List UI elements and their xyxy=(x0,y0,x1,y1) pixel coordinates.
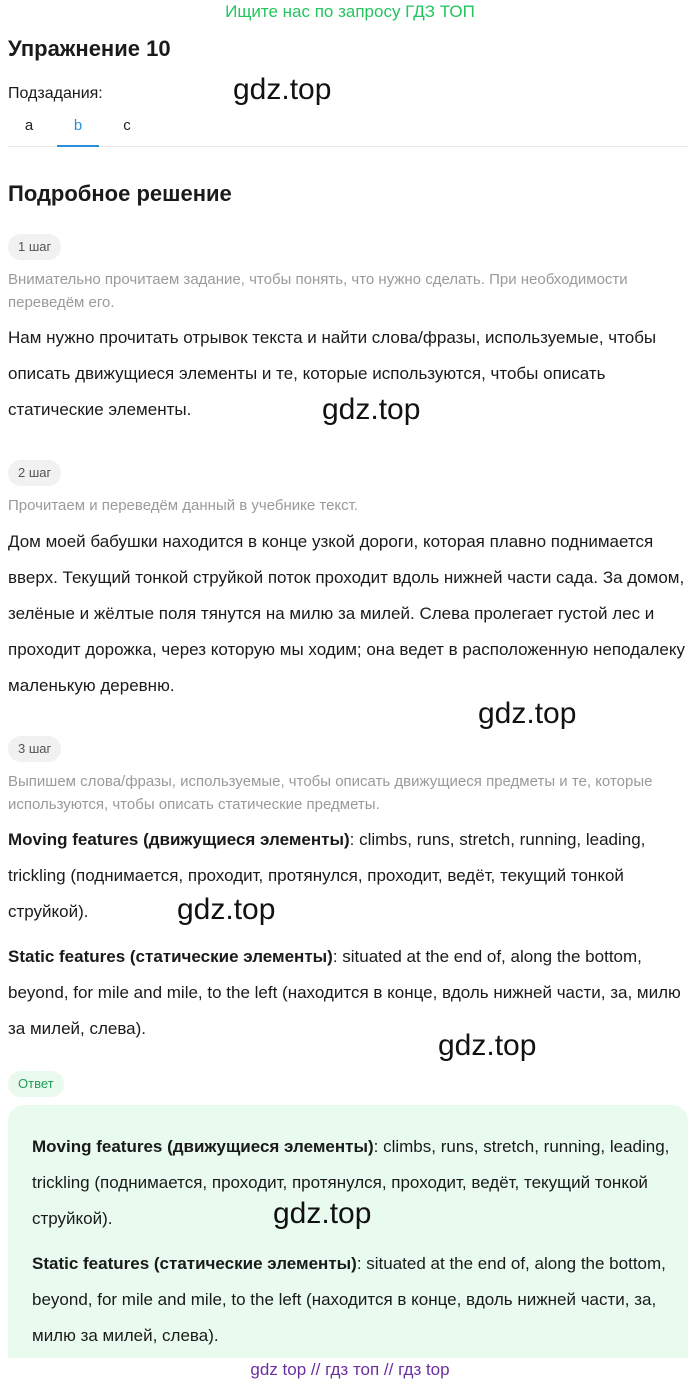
step-3-badge: 3 шаг xyxy=(8,736,61,762)
watermark: gdz.top xyxy=(322,393,421,426)
subtasks-label: Подзадания: xyxy=(8,85,103,102)
static-features-label: Static features (статические элементы) xyxy=(8,947,333,966)
answer-moving-text: : climbs, runs, stretch, running, leading, trickling (поднимается, проходит, протянулся, проходит, ведёт, текущий тонкой струйкой). xyxy=(32,1137,670,1228)
step-1-text: Нам нужно прочитать отрывок текста и найти слова/фразы, используемые, чтобы описать движущиеся элементы и те, которые используются, чтобы описать статические элементы. xyxy=(8,328,657,419)
step-3-hint: Выпишем слова/фразы, используемые, чтобы описать движущиеся предметы и те, которые используются, чтобы описать статические предметы. xyxy=(8,773,653,813)
footer-links[interactable]: gdz top // гдз топ // гдз top xyxy=(250,1360,450,1379)
step-2-hint: Прочитаем и переведём данный в учебнике текст. xyxy=(8,497,359,514)
answer-badge: Ответ xyxy=(8,1071,64,1097)
step-3-static-features xyxy=(8,939,690,1047)
tab-a[interactable]: a xyxy=(24,117,34,134)
watermark: gdz.top xyxy=(177,893,276,926)
answer-static-text: : situated at the end of, along the bottom, beyond, for mile and mile, to the left (находится в конце, вдоль нижней части, за, милю за милей, слева). xyxy=(32,1254,666,1345)
static-features-text: : situated at the end of, along the bottom, beyond, for mile and mile, to the left (находится в конце, вдоль нижней части, за, милю за милей, слева). xyxy=(8,947,681,1038)
watermark: gdz.top xyxy=(233,73,332,106)
subtask-tabs xyxy=(8,110,688,147)
promo-banner: Ищите нас по запросу ГДЗ ТОП xyxy=(225,2,475,21)
answer-static-features xyxy=(32,1246,672,1354)
answer-moving-label: Moving features (движущиеся элементы) xyxy=(32,1137,374,1156)
watermark: gdz.top xyxy=(478,697,577,730)
watermark: gdz.top xyxy=(273,1197,372,1230)
step-1-badge: 1 шаг xyxy=(8,234,61,260)
answer-static-label: Static features (статические элементы) xyxy=(32,1254,357,1273)
step-2-text: Дом моей бабушки находится в конце узкой дороги, которая плавно поднимается вверх. Текущий тонкой струйкой поток проходит вдоль нижней части сада. За домом, зелёные и жёлтые поля тянутся на милю за милей. Слева пролегает густой лес и проходит дорожка, через которую мы ходим; она ведет в расположенную неподалеку маленькую деревню. xyxy=(8,532,686,695)
page-title: Упражнение 10 xyxy=(8,36,171,61)
step-1-hint: Внимательно прочитаем задание, чтобы понять, что нужно сделать. При необходимости переведём его. xyxy=(8,271,628,311)
section-title: Подробное решение xyxy=(8,181,232,206)
step-2-badge: 2 шаг xyxy=(8,460,61,486)
tab-c[interactable]: c xyxy=(123,117,131,134)
step-3-moving-features xyxy=(8,822,690,930)
watermark: gdz.top xyxy=(438,1029,537,1062)
moving-features-label: Moving features (движущиеся элементы) xyxy=(8,830,350,849)
tab-b[interactable]: b xyxy=(57,110,99,147)
moving-features-text: : climbs, runs, stretch, running, leading, trickling (поднимается, проходит, протянулся, проходит, ведёт, текущий тонкой струйкой). xyxy=(8,830,646,921)
answer-box xyxy=(8,1105,688,1358)
